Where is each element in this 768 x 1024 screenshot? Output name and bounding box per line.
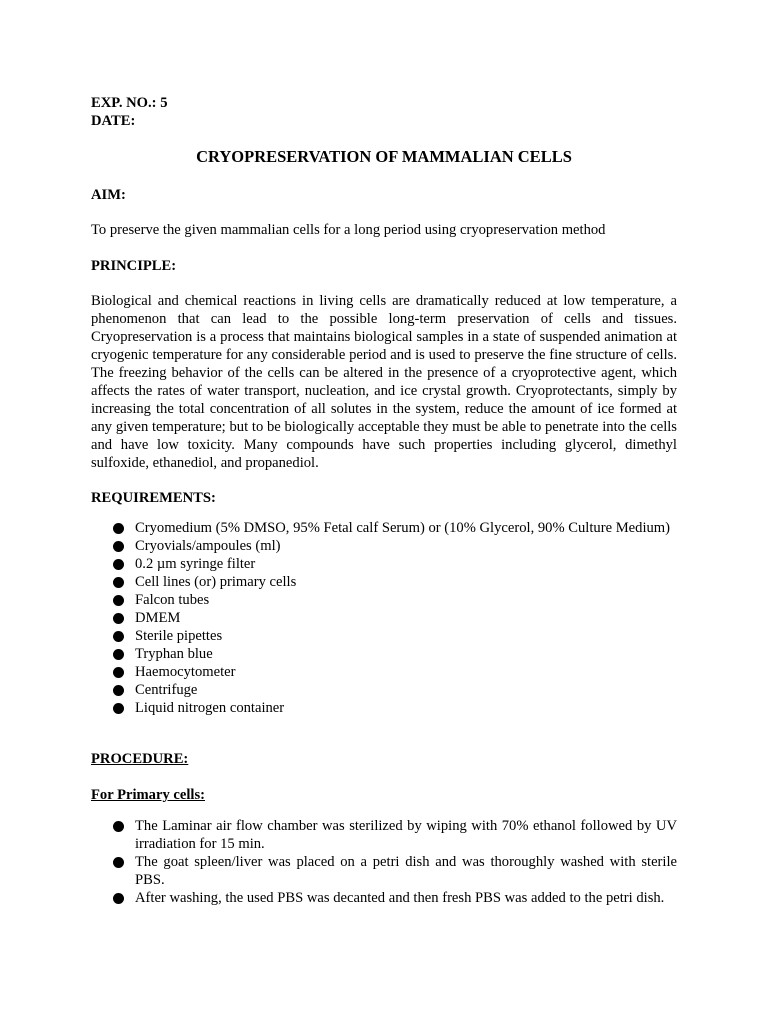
list-item: Liquid nitrogen container (113, 699, 677, 717)
aim-text: To preserve the given mammalian cells for a long period using cryopreservation method (91, 222, 606, 238)
list-item: Sterile pipettes (113, 627, 677, 645)
bullet-icon (113, 685, 124, 696)
bullet-icon (113, 821, 124, 832)
document-title: CRYOPRESERVATION OF MAMMALIAN CELLS (196, 147, 572, 166)
list-item: The goat spleen/liver was placed on a petri dish and was thoroughly washed with sterile PBS. (113, 853, 677, 889)
list-item: 0.2 µm syringe filter (113, 555, 677, 573)
experiment-date: DATE: (91, 113, 136, 129)
experiment-header (91, 94, 677, 130)
bullet-icon (113, 523, 124, 534)
bullet-icon (113, 857, 124, 868)
bullet-icon (113, 613, 124, 624)
bullet-icon (113, 577, 124, 588)
bullet-icon (113, 631, 124, 642)
procedure-list (113, 817, 677, 907)
procedure-heading: PROCEDURE: (91, 751, 189, 767)
list-item: Haemocytometer (113, 663, 677, 681)
requirements-heading: REQUIREMENTS: (91, 490, 216, 506)
list-item: After washing, the used PBS was decanted and then fresh PBS was added to the petri dish. (113, 889, 677, 907)
list-item: Falcon tubes (113, 591, 677, 609)
bullet-icon (113, 893, 124, 904)
list-item: The Laminar air flow chamber was sterilized by wiping with 70% ethanol followed by UV irradiation for 15 min. (113, 817, 677, 853)
list-item: Cryovials/ampoules (ml) (113, 537, 677, 555)
requirements-list (113, 519, 677, 717)
list-item: Cryomedium (5% DMSO, 95% Fetal calf Serum) or (10% Glycerol, 90% Culture Medium) (113, 519, 677, 537)
list-item: Tryphan blue (113, 645, 677, 663)
principle-text: Biological and chemical reactions in living cells are dramatically reduced at low temperature, a phenomenon that can lead to the possible long-term preservation of cells and tissues. Cryopreservation is a process that maintains biological samples in a state of suspended animation at cryogenic temperature for any considerable period and is used to preserve the fine structure of cells. The freezing behavior of the cells can be altered in the presence of a cryoprotective agent, which affects the rates of water transport, nucleation, and ice crystal growth. Cryoprotectants, simply by increasing the total concentration of all solutes in the system, reduce the amount of ice formed at any given temperature; but to be biologically acceptable they must be able to penetrate into the cells and have low toxicity. Many compounds have such properties including glycerol, dimethyl sulfoxide, ethanediol, and propanediol. (91, 293, 677, 471)
principle-heading: PRINCIPLE: (91, 258, 177, 274)
bullet-icon (113, 541, 124, 552)
list-item: DMEM (113, 609, 677, 627)
aim-heading: AIM: (91, 187, 126, 203)
experiment-number: EXP. NO.: 5 (91, 95, 168, 111)
bullet-icon (113, 667, 124, 678)
list-item: Centrifuge (113, 681, 677, 699)
bullet-icon (113, 703, 124, 714)
bullet-icon (113, 595, 124, 606)
procedure-subheading: For Primary cells: (91, 787, 205, 803)
list-item: Cell lines (or) primary cells (113, 573, 677, 591)
bullet-icon (113, 649, 124, 660)
bullet-icon (113, 559, 124, 570)
